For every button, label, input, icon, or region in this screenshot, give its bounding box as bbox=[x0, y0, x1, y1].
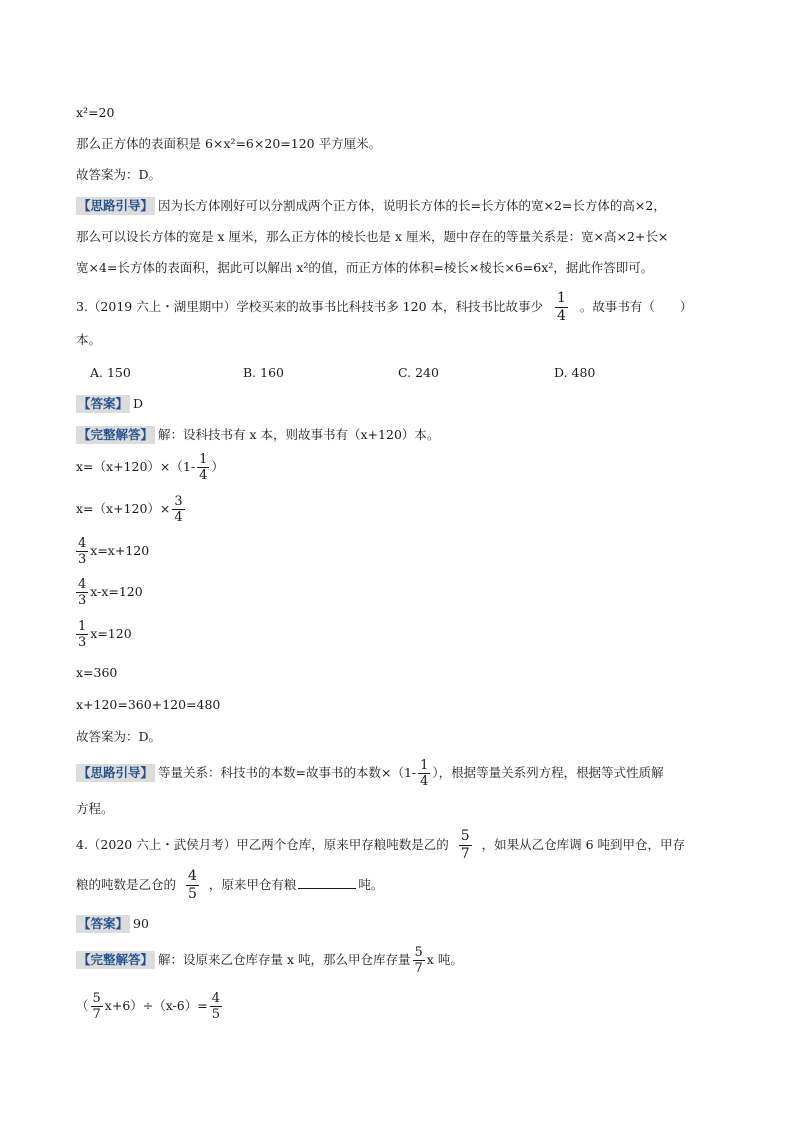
hint-text: 那么可以设长方体的宽是 x 厘米，那么正方体的棱长也是 x 厘米，题中存在的等量关系是：宽×高×2+长× bbox=[76, 229, 669, 244]
answer-line bbox=[76, 395, 143, 413]
fraction: $\frac{1}{3}$ bbox=[78, 619, 87, 650]
solution-line bbox=[76, 426, 439, 444]
fraction: $\frac{4}{5}$ bbox=[211, 991, 221, 1022]
answer-label: 【答案】 bbox=[78, 396, 129, 411]
option-a: A. 150 bbox=[90, 365, 131, 380]
hint-line bbox=[76, 228, 668, 246]
conclusion-line bbox=[76, 166, 161, 184]
solution-label: 【完整解答】 bbox=[78, 952, 154, 967]
question-text: 3.（2019 六上・湖里期中）学校买来的故事书比科技书多 120 本，科技书比故事少 bbox=[76, 299, 544, 314]
question-4-stem: 4.（2020 六上・武侯月考）甲乙两个仓库，原来甲存粮吨数是乙的 $\frac{5}{7}$ ，如果从乙仓库调 6 吨到甲仓，甲存 bbox=[76, 828, 686, 862]
answer-value: D bbox=[133, 396, 144, 411]
fraction: $\frac{1}{4}$ bbox=[557, 290, 566, 324]
hint-text: 宽×4=长方体的表面积，据此可以解出 x²的值，而正方体的体积=棱长×棱长×6=6x²，据此作答即可。 bbox=[76, 260, 654, 275]
option-c: C. 240 bbox=[398, 365, 439, 380]
equation-line: $\frac{4}{3}$ x-x=120 bbox=[78, 577, 143, 608]
fraction: $\frac{3}{4}$ bbox=[174, 494, 183, 525]
equation-line: x=360 bbox=[76, 665, 118, 680]
answer-line bbox=[76, 915, 149, 933]
question-3-stem bbox=[76, 290, 692, 325]
question-4-stem-cont: 粮的吨数是乙仓的 $\frac{4}{5}$ ，原来甲仓有粮 吨。 bbox=[76, 868, 384, 902]
equation-line: x=（x+120）×（1- $\frac{1}{4}$ ） bbox=[76, 452, 224, 483]
equation-text: x²=20 bbox=[76, 105, 115, 120]
conclusion-line: 故答案为：D。 bbox=[76, 729, 162, 744]
solution-label: 【完整解答】 bbox=[78, 427, 154, 442]
question-3-stem-cont bbox=[76, 331, 101, 349]
answer-blank bbox=[298, 876, 356, 889]
fraction: $\frac{5}{7}$ bbox=[414, 945, 423, 976]
fraction: $\frac{1}{4}$ bbox=[420, 758, 429, 789]
solution-text: 那么正方体的表面积是 6×x²=6×20=120 平方厘米。 bbox=[76, 136, 382, 151]
conclusion-text: 故答案为：D。 bbox=[76, 167, 162, 182]
fraction: $\frac{4}{3}$ bbox=[78, 536, 87, 567]
hint-line: 【思路引导】 等量关系：科技书的本数=故事书的本数×（1- $\frac{1}{4}$ ），根据等量关系列方程，根据等式性质解 bbox=[78, 758, 664, 789]
equation-line: $\frac{4}{3}$ x=x+120 bbox=[78, 536, 150, 567]
equation-line: （ $\frac{5}{7}$ x+6）÷（x-6）= $\frac{4}{5}$ bbox=[76, 991, 221, 1022]
equation-line: x+120=360+120=480 bbox=[76, 697, 221, 712]
hint-line: 方程。 bbox=[76, 801, 114, 816]
solution-text: 解：设科技书有 x 本，则故事书有（x+120）本。 bbox=[158, 427, 440, 442]
option-b: B. 160 bbox=[243, 365, 284, 380]
hint-line bbox=[76, 197, 666, 215]
question-text: 本。 bbox=[76, 332, 102, 347]
solution-line bbox=[76, 135, 381, 153]
solution-line: 【完整解答】 解：设原来乙仓库存量 x 吨，那么甲仓库存量 $\frac{5}{7}$ x 吨。 bbox=[78, 945, 463, 976]
solution-line bbox=[76, 104, 114, 122]
fraction: $\frac{5}{7}$ bbox=[92, 991, 101, 1022]
hint-label: 【思路引导】 bbox=[78, 765, 154, 780]
fraction: $\frac{5}{7}$ bbox=[460, 828, 470, 862]
question-text: 。故事书有（ ） bbox=[579, 299, 693, 314]
answer-value: 90 bbox=[133, 916, 149, 931]
hint-line bbox=[76, 259, 653, 277]
equation-line: x=（x+120）× $\frac{3}{4}$ bbox=[76, 494, 183, 525]
fraction: $\frac{4}{5}$ bbox=[188, 868, 197, 902]
fraction: $\frac{1}{4}$ bbox=[199, 452, 208, 483]
equation-line: $\frac{1}{3}$ x=120 bbox=[78, 619, 132, 650]
hint-text: 因为长方体刚好可以分割成两个正方体，说明长方体的长=长方体的宽×2=长方体的高×2， bbox=[158, 198, 666, 213]
fraction: $\frac{4}{3}$ bbox=[78, 577, 87, 608]
hint-label: 【思路引导】 bbox=[78, 198, 154, 213]
answer-label: 【答案】 bbox=[78, 916, 129, 931]
option-d: D. 480 bbox=[554, 365, 596, 380]
